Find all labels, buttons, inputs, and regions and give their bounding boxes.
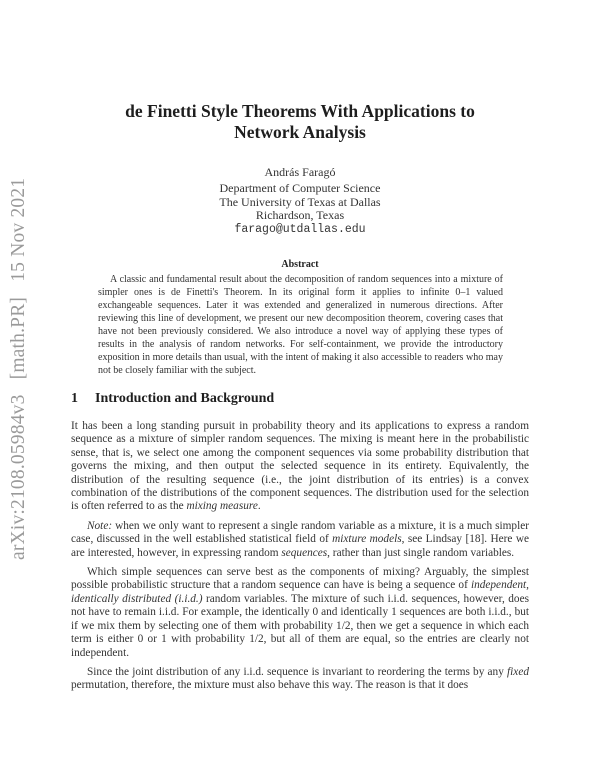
author-name: András Faragó (264, 165, 336, 179)
arxiv-category: [math.PR] (8, 296, 29, 380)
arxiv-date: 15 Nov 2021 (8, 177, 29, 282)
paper-title (60, 101, 540, 143)
paragraph: Which simple sequences can serve best as the components of mixing? Arguably, the simplest possible probabilistic structure that a random sequence can have is being a sequence of independent, identically distributed (i.i.d.) random variables. The mixture of such i.i.d. sequences, however, does not have to remain i.i.d. For example, the identically 0 and identically 1 sequences are both i.i.d., but if we mix them by selecting one of them with probability 1/2, then we get a sequence in which each term is either 0 or 1 with probability 1/2, but all of them are equal, so the entries are clearly not independent. (71, 566, 529, 659)
university: The University of Texas at Dallas (219, 194, 381, 209)
title-line-1: de Finetti Style Theorems With Applications to (125, 101, 475, 121)
department: Department of Computer Science (219, 181, 381, 195)
title-line-2: Network Analysis (234, 122, 366, 142)
section-number: 1 (71, 391, 78, 406)
section-heading (71, 391, 274, 407)
abstract-text: A classic and fundamental result about the decomposition of random sequences into a mixture of simpler ones is de Finetti's Theorem. In its original form it applies to infinite 0–1 valued exchangeable sequences. Later it was extended and generalized in numerous directions. After reviewing this line of development, we present our new decomposition theorem, covering cases that have not been previously considered. We also introduce a novel way of applying these types of results in the analysis of random networks. For self-containment, we provide the introductory exposition in more details than usual, with the intent of making it also accessible to readers who may not be closely familiar with the subject. (98, 274, 503, 376)
arxiv-sidebar-stamp (8, 140, 30, 560)
abstract-heading: Abstract (281, 259, 319, 270)
arxiv-id: arXiv:2108.05984v3 (8, 394, 29, 560)
paragraph: It has been a long standing pursuit in probability theory and its applications to express a random sequence as a mixture of simpler random sequences. The mixing is meant here in the probabilistic sense, that is, we select one among the component sequences via some probability distribution that governs the mixing, and then output the selected sequence in its entirety. Equivalently, the distribution of the resulting sequence (i.e., the joint distribution of its entries) is a convex combination of the distributions of the component sequences. The distribution used for the selection is often referred to as the mixing measure. (71, 420, 529, 513)
paragraph: Since the joint distribution of any i.i.d. sequence is invariant to reordering the terms by any fixed permutation, therefore, the mixture must also behave this way. The reason is that it does (71, 665, 529, 692)
section-body (71, 420, 529, 699)
section-title: Introduction and Background (95, 391, 275, 406)
location: Richardson, Texas (255, 208, 345, 222)
author-affiliation (60, 182, 540, 236)
paragraph: Note: when we only want to represent a single random variable as a mixture, it is a much simpler case, discussed in the well established statistical field of mixture models, see Lindsay [18]. Here we are interested, however, in expressing random sequences, rather than just single random variables. (71, 519, 530, 559)
author-email[interactable]: farago@utdallas.edu (234, 222, 366, 236)
